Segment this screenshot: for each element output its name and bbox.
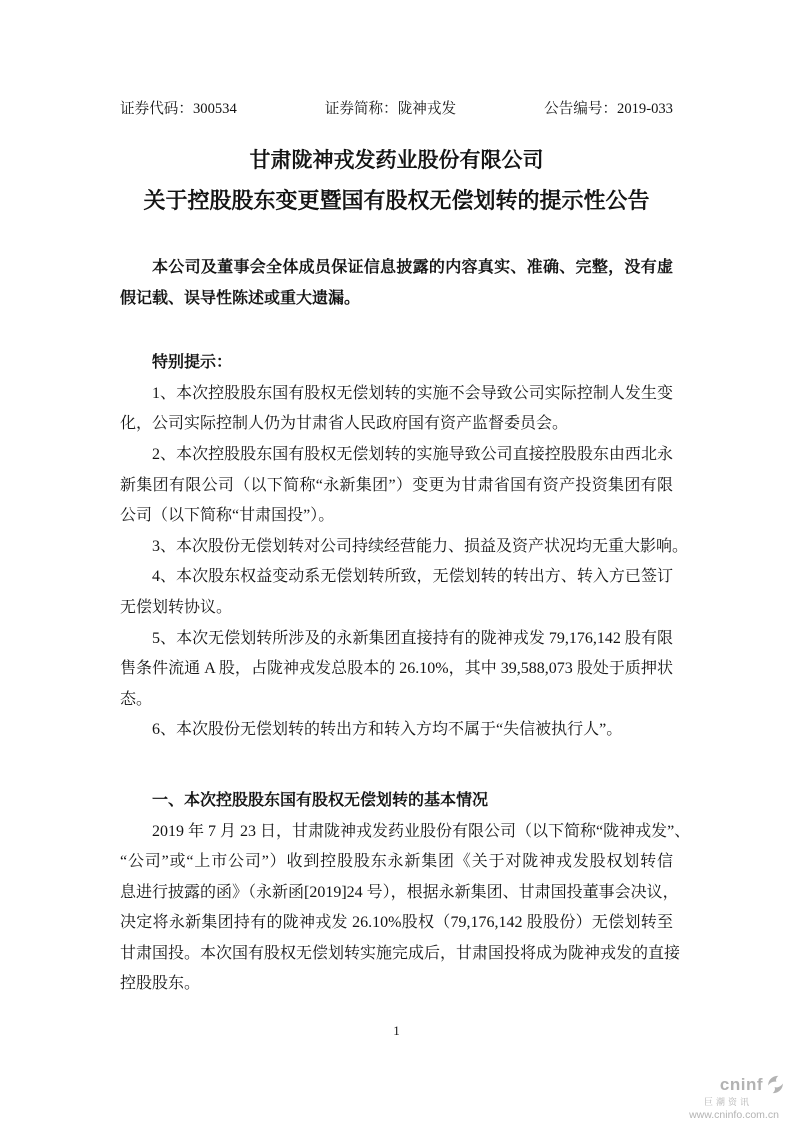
text-line: 本公司及董事会全体成员保证信息披露的内容真实、准确、完整，没有虚: [152, 259, 673, 276]
block-para: [120, 532, 689, 563]
text-line: 假记载、误导性陈述或重大遗漏。: [120, 289, 361, 307]
document-content: [120, 0, 691, 1000]
block-label: [120, 348, 673, 379]
announcement-number: 公告编号：2019-033: [544, 101, 673, 117]
announcement-title: 关于控股股东变更暨国有股权无偿划转的提示性公告: [143, 188, 650, 213]
block-heading: [120, 786, 673, 817]
swirl-icon: [765, 1074, 786, 1095]
page-number: 1: [393, 1023, 400, 1038]
cninfo-brand-text: cninf: [719, 1074, 763, 1094]
security-code: 证券代码：300534: [120, 101, 237, 117]
text-line: 化，公司实际控制人仍为甘肃省人民政府国有资产监督委员会。: [120, 415, 569, 433]
text-line: “公司”或“上市公司”）收到控股股东永新集团《关于对陇神戎发股权划转信: [120, 853, 673, 871]
company-title: 甘肃陇神戎发药业股份有限公司: [249, 148, 544, 172]
cninfo-logo-row: [680, 1074, 788, 1095]
block-para: [120, 562, 673, 623]
document-body: [120, 253, 691, 1000]
text-line: 控股股东。: [120, 975, 201, 993]
security-name: 证券简称：陇神戎发: [324, 101, 457, 117]
text-line: 4、本次股东权益变动系无偿划转所致，无偿划转的转出方、转入方已签订: [152, 568, 673, 586]
text-line: 新集团有限公司（以下简称“永新集团”）变更为甘肃省国有资产投资集团有限: [120, 476, 673, 494]
text-line: 3、本次股份无偿划转对公司持续经营能力、损益及资产状况均无重大影响。: [152, 537, 689, 555]
text-line: 无偿划转协议。: [120, 598, 233, 616]
cninfo-brand-cn: 巨潮资讯: [703, 1097, 752, 1107]
block-para: [120, 715, 673, 746]
block-para: [120, 624, 673, 716]
text-line: 息进行披露的函》（永新函[2019]24 号），根据永新集团、甘肃国投董事会决议，: [120, 883, 679, 901]
text-line: 公司（以下简称“甘肃国投”）。: [120, 507, 335, 525]
cninfo-url: www.cninfo.com.cn: [689, 1109, 779, 1121]
text-line: 特别提示：: [152, 354, 233, 372]
text-line: 售条件流通 A 股，占陇神戎发总股本的 26.10%，其中 39,588,073 股处于质押状: [120, 660, 673, 678]
block-para: [120, 817, 691, 1001]
text-line: 一、本次控股股东国有股权无偿划转的基本情况: [152, 791, 489, 809]
cninfo-logo: [680, 1074, 788, 1122]
block-para: [120, 440, 673, 532]
text-line: 5、本次无偿划转所涉及的永新集团直接持有的陇神戎发 79,176,142 股有限: [152, 629, 673, 647]
text-line: 2、本次控股股东国有股权无偿划转的实施导致公司直接控股股东由西北永: [152, 445, 673, 463]
text-line: 甘肃国投。本次国有股权无偿划转实施完成后，甘肃国投将成为陇神戎发的直接: [120, 944, 681, 962]
text-line: 1、本次控股股东国有股权无偿划转的实施不会导致公司实际控制人发生变: [152, 384, 673, 402]
text-line: 态。: [120, 690, 153, 708]
text-line: 决定将永新集团持有的陇神戎发 26.10%股权（79,176,142 股股份）无偿划转至: [120, 914, 673, 932]
text-line: 2019 年 7 月 23 日，甘肃陇神戎发药业股份有限公司（以下简称“陇神戎发”、: [152, 822, 691, 840]
text-line: 6、本次股份无偿划转的转出方和转入方均不属于“失信被执行人”。: [152, 721, 623, 739]
block-para: [120, 379, 673, 440]
document-header-row: [120, 99, 673, 119]
block-disclaimer: [120, 253, 673, 314]
